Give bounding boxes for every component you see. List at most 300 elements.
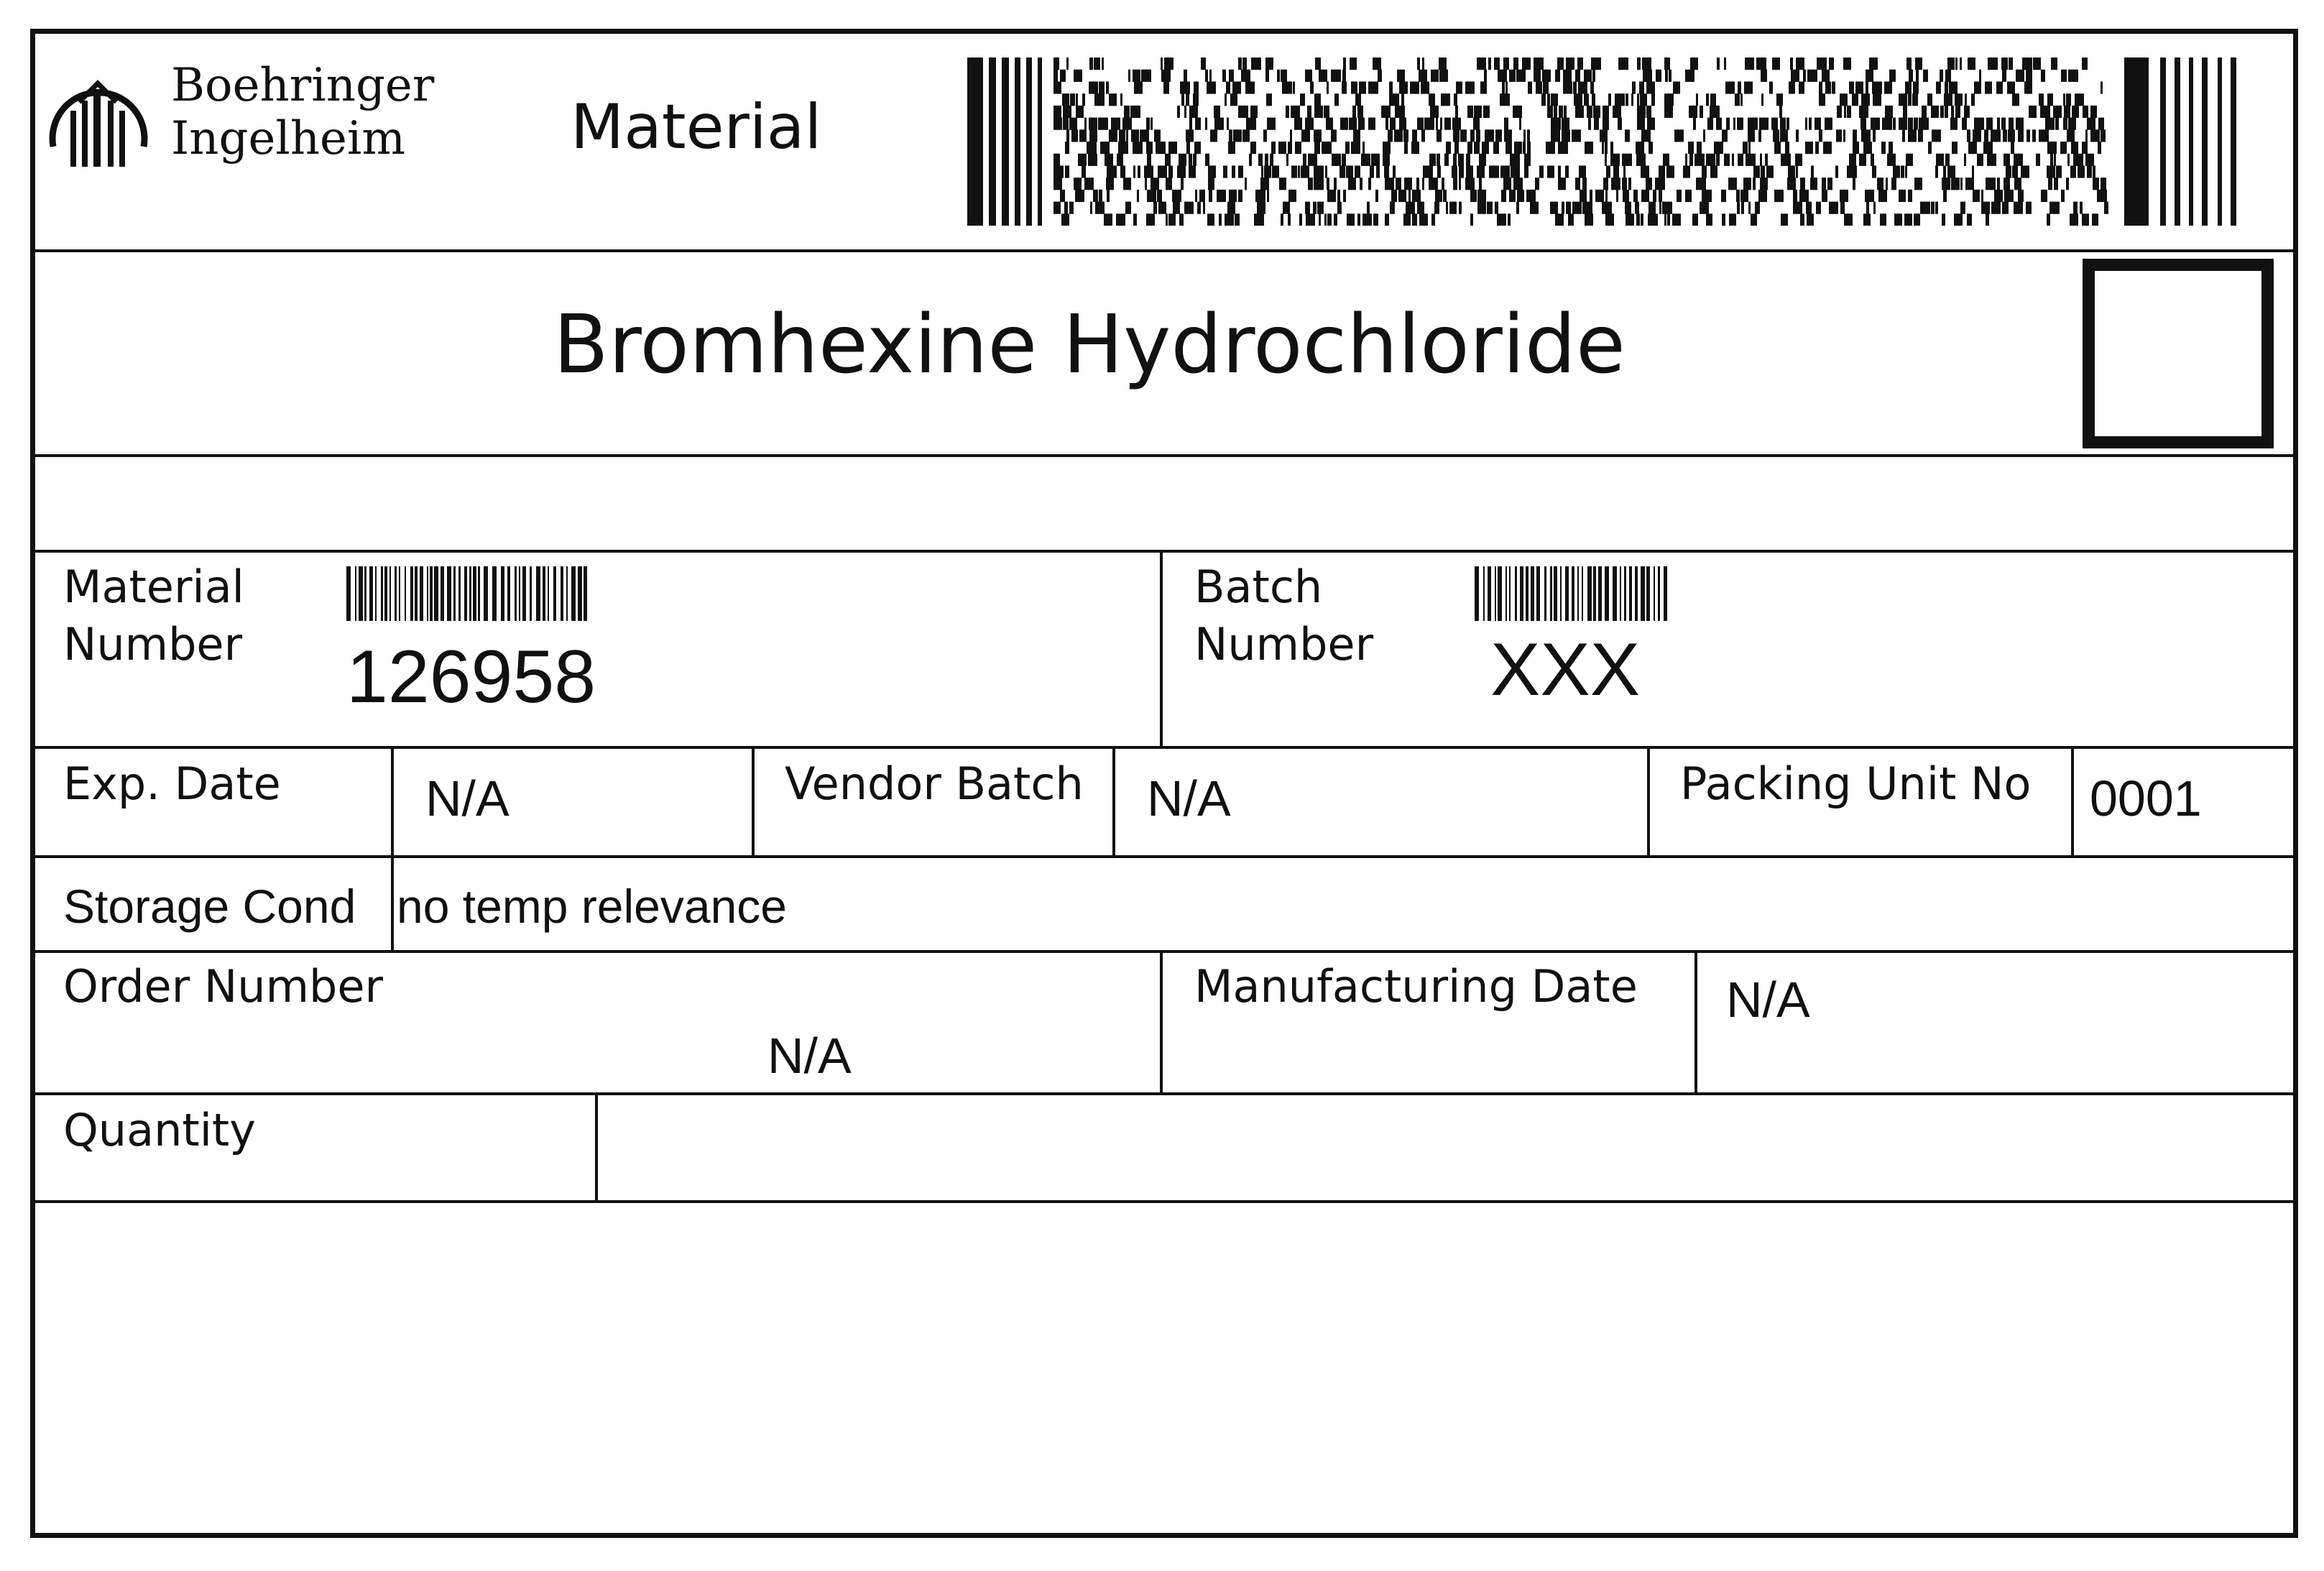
barcode-module	[1351, 142, 1360, 154]
barcode-module	[1186, 93, 1189, 106]
barcode-module	[1636, 142, 1644, 154]
barcode-module	[1180, 81, 1190, 93]
barcode-module	[1582, 178, 1587, 190]
barcode-module	[1332, 154, 1341, 166]
barcode-module	[1904, 213, 1912, 226]
barcode-module	[1547, 165, 1554, 178]
barcode-module	[1643, 70, 1652, 82]
barcode-module	[1853, 178, 1855, 190]
barcode-module	[1951, 178, 1960, 190]
barcode-bar	[1509, 566, 1511, 621]
barcode-module	[1310, 81, 1314, 93]
barcode-module	[2003, 178, 2010, 190]
barcode-module	[1066, 129, 1069, 142]
barcode-module	[1637, 106, 1646, 118]
barcode-module	[1437, 165, 1441, 178]
barcode-bar	[2202, 57, 2208, 226]
barcode-module	[1117, 154, 1123, 166]
barcode-module	[1732, 154, 1734, 166]
order-number-label: Order Number	[63, 960, 383, 1013]
barcode-module	[1509, 70, 1516, 82]
barcode-bar	[989, 57, 996, 226]
barcode-module	[2071, 142, 2078, 154]
barcode-module	[1853, 129, 1857, 142]
barcode-module	[1079, 129, 1087, 142]
barcode-module	[1123, 178, 1131, 190]
barcode-module	[1905, 165, 1907, 178]
barcode-module	[1107, 190, 1110, 202]
barcode-module	[1095, 202, 1105, 214]
barcode-module	[1449, 202, 1457, 214]
barcode-bar	[434, 566, 438, 621]
barcode-module	[1319, 70, 1327, 82]
barcode-module	[1389, 93, 1399, 106]
barcode-bar	[492, 566, 497, 621]
barcode-module	[1618, 118, 1622, 130]
barcode-module	[1281, 213, 1283, 226]
barcode-module	[1988, 57, 1998, 70]
barcode-module	[1327, 213, 1332, 226]
barcode-module	[1385, 213, 1389, 226]
barcode-bar	[2231, 57, 2236, 226]
barcode-module	[1422, 57, 1424, 70]
barcode-module	[1587, 106, 1592, 118]
barcode-bar	[453, 566, 456, 621]
barcode-bar	[2218, 57, 2222, 226]
barcode-module	[1991, 202, 2001, 214]
barcode-module	[1940, 70, 1943, 82]
barcode-module	[1179, 213, 1184, 226]
barcode-module	[2073, 154, 2083, 166]
barcode-bar	[427, 566, 428, 621]
barcode-module	[1238, 165, 1243, 178]
barcode-module	[1572, 129, 1581, 142]
barcode-module	[1852, 93, 1858, 106]
barcode-module	[1761, 165, 1765, 178]
barcode-module	[1590, 81, 1594, 93]
barcode-module	[1974, 81, 1981, 93]
barcode-module	[1613, 165, 1619, 178]
divider-vertical	[1694, 952, 1697, 1094]
barcode-module	[1799, 81, 1804, 93]
barcode-module	[1997, 118, 2000, 130]
barcode-module	[1161, 57, 1163, 70]
barcode-module	[1725, 81, 1735, 93]
barcode-module	[1740, 93, 1743, 106]
barcode-module	[2087, 118, 2095, 130]
barcode-module	[1745, 57, 1754, 70]
barcode-module	[1945, 81, 1948, 93]
barcode-module	[1688, 142, 1694, 154]
barcode-module	[1979, 70, 1981, 82]
barcode-module	[1528, 81, 1532, 93]
barcode-module	[1383, 154, 1390, 166]
barcode-bar	[458, 566, 461, 621]
material-number-label-line1: Material	[63, 561, 244, 613]
barcode-module	[1936, 154, 1944, 166]
barcode-module	[1940, 106, 1944, 118]
barcode-module	[1053, 165, 1064, 178]
barcode-module	[1053, 57, 1059, 70]
barcode-module	[1882, 118, 1892, 130]
divider-blank-row	[33, 550, 2295, 553]
barcode-module	[1974, 118, 1984, 130]
barcode-module	[1371, 154, 1380, 166]
barcode-module	[1357, 106, 1363, 118]
barcode-module	[1714, 142, 1723, 154]
barcode-module	[1431, 213, 1435, 226]
barcode-module	[1558, 142, 1568, 154]
barcode-module	[1343, 190, 1346, 202]
barcode-module	[1942, 178, 1950, 190]
barcode-module	[1542, 70, 1551, 82]
barcode-module	[1227, 118, 1229, 130]
barcode-module	[1477, 165, 1485, 178]
barcode-module	[1267, 190, 1269, 202]
barcode-module	[2101, 129, 2106, 142]
barcode-module	[1829, 202, 1838, 214]
barcode-module	[1829, 57, 1834, 70]
barcode-module	[1822, 190, 1827, 202]
barcode-module	[2053, 106, 2062, 118]
barcode-module	[1339, 165, 1345, 178]
barcode-module	[1603, 178, 1608, 190]
barcode-module	[1843, 129, 1845, 142]
barcode-module	[1724, 154, 1730, 166]
barcode-module	[1968, 142, 1977, 154]
barcode-module	[1580, 190, 1587, 202]
batch-number-barcode	[1475, 566, 1670, 621]
barcode-module	[1781, 213, 1788, 226]
barcode-module	[1508, 213, 1511, 226]
barcode-bar	[1664, 566, 1667, 621]
barcode-module	[1209, 190, 1212, 202]
barcode-module	[1089, 129, 1097, 142]
barcode-module	[1232, 165, 1235, 178]
barcode-module	[1787, 178, 1796, 190]
barcode-module	[1308, 178, 1313, 190]
barcode-module	[1825, 81, 1831, 93]
barcode-module	[1361, 154, 1370, 166]
barcode-module	[1151, 178, 1159, 190]
barcode-module	[1610, 142, 1613, 154]
barcode-module	[1209, 70, 1212, 82]
barcode-module	[2090, 129, 2100, 142]
barcode-module	[1884, 81, 1892, 93]
barcode-module	[1513, 178, 1523, 190]
barcode-module	[1399, 118, 1406, 130]
barcode-bar	[415, 566, 418, 621]
barcode-module	[1283, 202, 1290, 214]
barcode-bar	[1582, 566, 1583, 621]
barcode-module	[1294, 118, 1302, 130]
barcode-module	[1685, 154, 1687, 166]
barcode-module	[1301, 165, 1309, 178]
barcode-module	[2068, 118, 2076, 130]
barcode-module	[1577, 57, 1583, 70]
barcode-module	[1795, 154, 1802, 166]
barcode-bar	[536, 566, 540, 621]
barcode-module	[1120, 93, 1122, 106]
barcode-module	[1796, 57, 1804, 70]
barcode-module	[1622, 178, 1627, 190]
barcode-module	[1099, 190, 1102, 202]
barcode-bar	[484, 566, 488, 621]
barcode-bar	[548, 566, 549, 621]
barcode-module	[1901, 165, 1904, 178]
barcode-module	[1088, 154, 1097, 166]
barcode-module	[1399, 81, 1408, 93]
barcode-module	[1388, 129, 1393, 142]
barcode-bar	[1483, 566, 1485, 621]
barcode-module	[1125, 202, 1131, 214]
barcode-module	[1470, 129, 1475, 142]
barcode-module	[1683, 165, 1690, 178]
barcode-bar	[2175, 57, 2180, 226]
barcode-module	[1238, 57, 1242, 70]
header-title: Material	[571, 91, 822, 163]
barcode-module	[1947, 165, 1955, 178]
barcode-module	[1254, 213, 1264, 226]
barcode-module	[1566, 202, 1571, 214]
barcode-module	[1603, 118, 1609, 130]
barcode-module	[1417, 202, 1424, 214]
barcode-module	[1562, 118, 1569, 130]
barcode-module	[1664, 57, 1670, 70]
barcode-module	[1429, 154, 1436, 166]
barcode-module	[1406, 202, 1415, 214]
barcode-module	[1837, 106, 1842, 118]
barcode-module	[1193, 93, 1199, 106]
barcode-module	[1945, 70, 1951, 82]
barcode-module	[1733, 118, 1735, 130]
barcode-module	[2092, 213, 2098, 226]
barcode-module	[1774, 190, 1784, 202]
barcode-module	[1119, 129, 1125, 142]
barcode-module	[2072, 106, 2079, 118]
barcode-module	[1950, 118, 1958, 130]
barcode-module	[1800, 213, 1804, 226]
barcode-module	[1605, 213, 1614, 226]
barcode-bar	[1560, 566, 1562, 621]
barcode-module	[1065, 142, 1069, 154]
barcode-module	[1177, 106, 1180, 118]
barcode-module	[1558, 178, 1566, 190]
barcode-module	[2007, 81, 2015, 93]
barcode-module	[1355, 93, 1361, 106]
barcode-module	[1690, 57, 1698, 70]
barcode-module	[1600, 129, 1608, 142]
barcode-module	[1949, 81, 1958, 93]
barcode-module	[1137, 190, 1139, 202]
barcode-module	[1286, 154, 1288, 166]
barcode-module	[1786, 118, 1789, 130]
barcode-module	[2003, 129, 2007, 142]
barcode-module	[1131, 129, 1139, 142]
barcode-bar	[420, 566, 423, 621]
barcode-module	[1765, 154, 1768, 166]
barcode-module	[1951, 106, 1954, 118]
barcode-module	[1109, 93, 1117, 106]
barcode-module	[1748, 129, 1755, 142]
barcode-module	[1636, 213, 1640, 226]
barcode-module	[1228, 142, 1235, 154]
barcode-module	[1205, 118, 1207, 130]
barcode-module	[1931, 202, 1935, 214]
barcode-module	[1076, 93, 1078, 106]
barcode-module	[1199, 190, 1205, 202]
barcode-module	[1944, 93, 1952, 106]
barcode-module	[1591, 57, 1601, 70]
barcode-module	[2067, 129, 2075, 142]
barcode-module	[1181, 178, 1184, 190]
status-checkbox[interactable]	[2083, 259, 2274, 448]
barcode-module	[1444, 118, 1451, 130]
barcode-module	[1516, 70, 1526, 82]
barcode-module	[1602, 142, 1604, 154]
divider-storage-row	[33, 950, 2295, 953]
barcode-module	[1566, 57, 1574, 70]
barcode-module	[1337, 190, 1340, 202]
barcode-module	[1435, 190, 1442, 202]
barcode-module	[1844, 213, 1853, 226]
barcode-module	[1666, 165, 1674, 178]
barcode-module	[1641, 129, 1651, 142]
barcode-module	[1741, 202, 1744, 214]
barcode-module	[1146, 142, 1153, 154]
barcode-module	[1535, 178, 1539, 190]
barcode-module	[1637, 118, 1645, 130]
barcode-bar	[1544, 566, 1546, 621]
barcode-module	[1504, 118, 1508, 130]
barcode-module	[2016, 70, 2024, 82]
barcode-module	[1726, 118, 1730, 130]
barcode-module	[1523, 129, 1526, 142]
barcode-module	[1513, 57, 1518, 70]
barcode-bar	[1629, 566, 1632, 621]
barcode-module	[2041, 70, 2045, 82]
barcode-module	[1847, 106, 1851, 118]
material-number-label-line2: Number	[63, 618, 243, 671]
manufacturing-date-value: N/A	[1726, 972, 1810, 1028]
barcode-bar	[1038, 57, 1042, 226]
barcode-module	[2002, 202, 2009, 214]
barcode-module	[1069, 118, 1077, 130]
barcode-module	[1246, 118, 1256, 130]
barcode-module	[1891, 178, 1896, 190]
barcode-module	[2061, 70, 2067, 82]
barcode-module	[2083, 106, 2088, 118]
barcode-module	[1065, 165, 1069, 178]
batch-number-value: XXX	[1490, 628, 1641, 711]
barcode-module	[1981, 202, 1990, 214]
barcode-module	[1809, 118, 1812, 130]
barcode-bar	[1598, 566, 1602, 621]
barcode-bar	[405, 566, 406, 621]
barcode-module	[1743, 142, 1748, 154]
barcode-module	[1572, 202, 1582, 214]
barcode-module	[1639, 81, 1644, 93]
barcode-module	[1436, 118, 1438, 130]
barcode-bar	[430, 566, 433, 621]
barcode-module	[1495, 202, 1498, 214]
barcode-module	[1793, 202, 1802, 214]
barcode-module	[1383, 142, 1391, 154]
order-number-value: N/A	[767, 1028, 852, 1084]
barcode-module	[2009, 118, 2014, 130]
barcode-module	[1195, 190, 1197, 202]
barcode-module	[1672, 213, 1681, 226]
barcode-module	[1460, 129, 1467, 142]
barcode-module	[1122, 118, 1132, 130]
barcode-module	[1557, 57, 1564, 70]
barcode-module	[1107, 165, 1117, 178]
barcode-bar	[1587, 566, 1592, 621]
barcode-module	[1740, 190, 1748, 202]
barcode-module	[1422, 178, 1424, 190]
barcode-module	[1755, 202, 1760, 214]
barcode-module	[1825, 118, 1832, 130]
barcode-module	[1053, 81, 1061, 93]
barcode-module	[1751, 213, 1757, 226]
barcode-module	[1076, 106, 1084, 118]
barcode-module	[1585, 142, 1593, 154]
barcode-module	[1419, 70, 1427, 82]
barcode-module	[1489, 165, 1499, 178]
barcode-module	[2004, 190, 2014, 202]
barcode-module	[1771, 118, 1778, 130]
barcode-module	[1421, 81, 1429, 93]
barcode-module	[1440, 118, 1442, 130]
barcode-module	[1517, 190, 1524, 202]
barcode-module	[1653, 190, 1656, 202]
barcode-module	[1184, 202, 1194, 214]
barcode-module	[1527, 129, 1530, 142]
barcode-module	[1203, 202, 1205, 214]
barcode-module	[1308, 154, 1317, 166]
barcode-module	[1703, 129, 1705, 142]
barcode-module	[1397, 70, 1405, 82]
barcode-module	[1915, 57, 1922, 70]
barcode-module	[1960, 57, 1962, 70]
barcode-module	[1685, 70, 1694, 82]
barcode-module	[1133, 213, 1137, 226]
barcode-module	[1669, 70, 1671, 82]
barcode-module	[1810, 178, 1817, 190]
barcode-module	[1815, 118, 1821, 130]
barcode-module	[1760, 154, 1762, 166]
barcode-module	[1722, 213, 1725, 226]
barcode-bar	[1658, 566, 1660, 621]
barcode-module	[1331, 129, 1337, 142]
barcode-module	[1219, 213, 1222, 226]
barcode-module	[1303, 154, 1306, 166]
barcode-bar	[1495, 566, 1496, 621]
barcode-bar	[1646, 566, 1650, 621]
barcode-module	[2001, 118, 2006, 130]
barcode-module	[1225, 93, 1227, 106]
barcode-module	[1843, 57, 1851, 70]
barcode-module	[1074, 70, 1082, 82]
barcode-module	[1519, 118, 1521, 130]
barcode-module	[1337, 202, 1342, 214]
barcode-module	[2051, 57, 2057, 70]
barcode-module	[1291, 106, 1300, 118]
barcode-module	[1991, 129, 2001, 142]
barcode-module	[1700, 202, 1709, 214]
barcode-module	[1663, 154, 1669, 166]
barcode-module	[1964, 154, 1966, 166]
